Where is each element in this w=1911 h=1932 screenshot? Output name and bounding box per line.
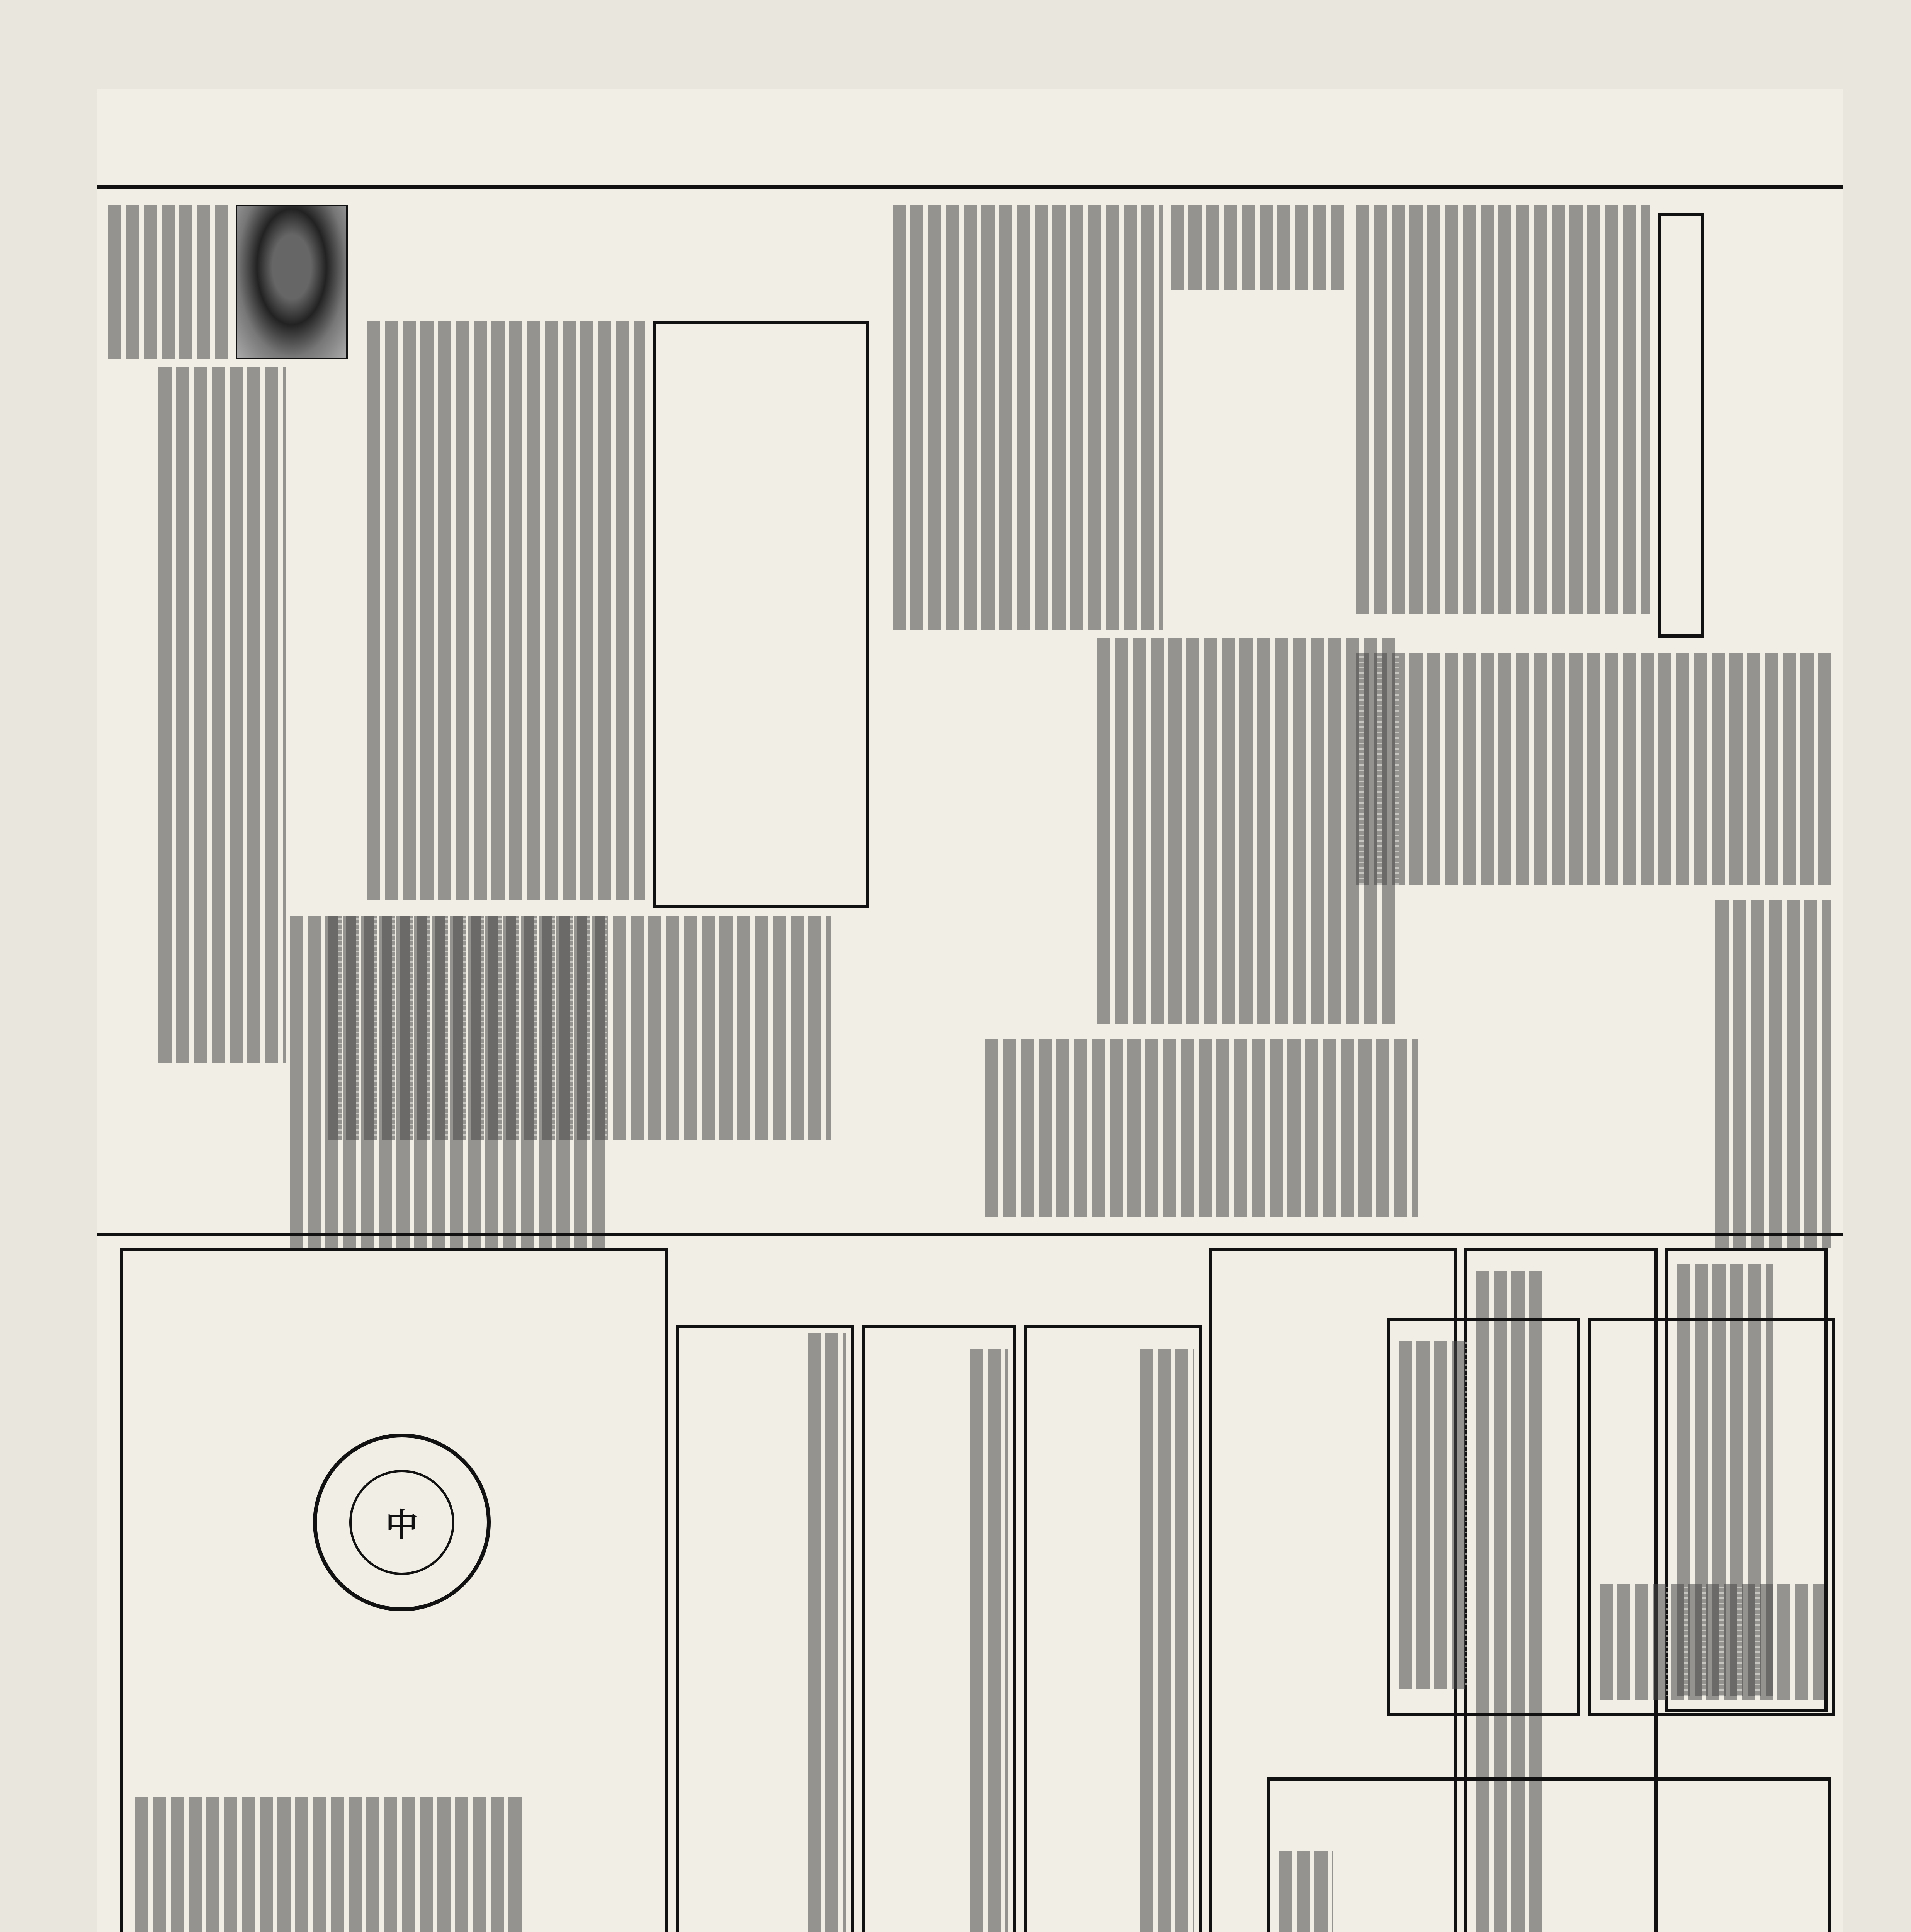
newspaper-page [97, 89, 1843, 1932]
spacer [1256, 1248, 1449, 1252]
medicine-ad [1267, 1777, 1831, 1932]
lead-body-text [1356, 205, 1650, 614]
section-divider [97, 1233, 1843, 1236]
tunisia-lead-text [1171, 205, 1345, 290]
masthead-rule [97, 185, 1843, 189]
news-body-text-c [985, 1039, 1418, 1217]
lead-subhead [1658, 213, 1704, 638]
profile-box [653, 321, 869, 908]
dasha-bank-text [1399, 1341, 1468, 1689]
tunisia-body-text [893, 205, 1163, 630]
spacer-2 [1665, 1719, 1828, 1723]
tax-notice-text [158, 367, 286, 1063]
iraq-body-text [1715, 900, 1831, 1248]
survey-text [970, 1349, 1008, 1932]
lead-body-text-lower [1356, 653, 1831, 885]
profile-body-text [367, 321, 645, 900]
masthead-bar [97, 89, 1843, 185]
army-notice-text [1140, 1349, 1194, 1932]
spacer-3 [1518, 1318, 1522, 1321]
central-bank-offices-list [135, 1797, 522, 1932]
clinic-text [1600, 1584, 1824, 1700]
news-body-text-d [290, 916, 607, 1248]
lawyer-notice-text [808, 1333, 846, 1932]
central-bank-seal: 中 [313, 1434, 491, 1611]
news-body-text-a [1097, 638, 1399, 1024]
portrait-photo [236, 205, 348, 359]
profile-lead-text [108, 205, 228, 359]
